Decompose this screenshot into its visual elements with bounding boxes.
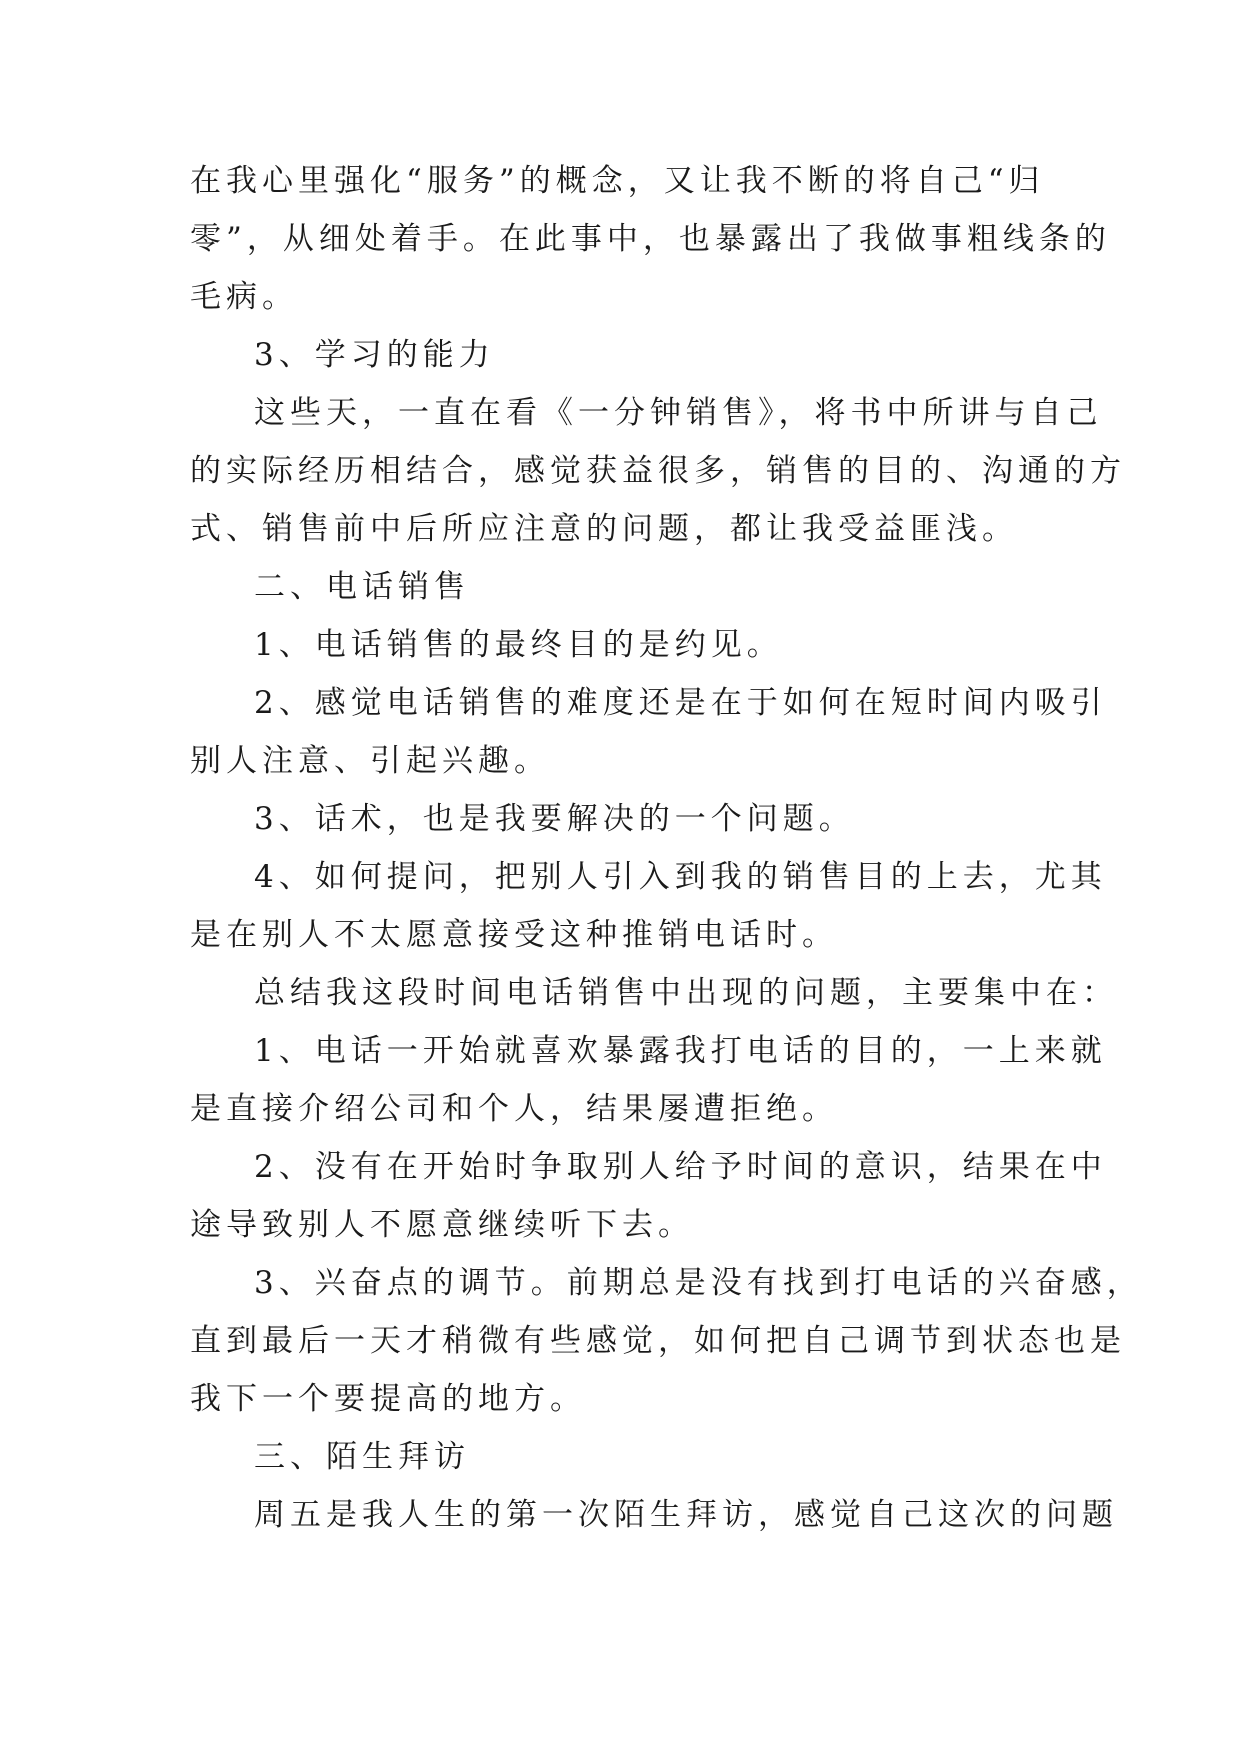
text-line: 3、话术，也是我要解决的一个问题。 [254, 801, 855, 837]
section-heading: 三、陌生拜访 [254, 1439, 470, 1475]
text-line: 1、电话销售的最终目的是约见。 [254, 627, 783, 663]
text-line: 2、感觉电话销售的难度还是在于如何在短时间内吸引 [254, 685, 1107, 721]
text-line: 直到最后一天才稍微有些感觉，如何把自己调节到状态也是 [190, 1323, 1126, 1359]
text-line: 总结我这段时间电话销售中出现的问题，主要集中在： [254, 975, 1118, 1011]
text-line: 是在别人不太愿意接受这种推销电话时。 [190, 917, 838, 953]
text-line: 4、如何提问，把别人引入到我的销售目的上去，尤其 [254, 859, 1107, 895]
text-line: 零”，从细处着手。在此事中，也暴露出了我做事粗线条的 [190, 221, 1111, 257]
text-line: 2、没有在开始时争取别人给予时间的意识，结果在中 [254, 1149, 1107, 1185]
text-line: 毛病。 [190, 279, 298, 315]
text-line: 别人注意、引起兴趣。 [190, 743, 550, 779]
section-heading: 二、电话销售 [254, 569, 470, 605]
text-line: 式、销售前中后所应注意的问题，都让我受益匪浅。 [190, 511, 1018, 547]
text-line: 是直接介绍公司和个人，结果屡遭拒绝。 [190, 1091, 838, 1127]
text-line: 3、兴奋点的调节。前期总是没有找到打电话的兴奋感， [254, 1265, 1143, 1301]
section-heading: 3、学习的能力 [254, 337, 495, 373]
text-line: 1、电话一开始就喜欢暴露我打电话的目的，一上来就 [254, 1033, 1107, 1069]
text-line: 这些天，一直在看《一分钟销售》，将书中所讲与自己 [254, 395, 1103, 431]
text-line: 途导致别人不愿意继续听下去。 [190, 1207, 694, 1243]
text-line: 周五是我人生的第一次陌生拜访，感觉自己这次的问题 [254, 1497, 1118, 1533]
text-line: 的实际经历相结合，感觉获益很多，销售的目的、沟通的方 [190, 453, 1126, 489]
text-line: 在我心里强化“服务”的概念，又让我不断的将自己“归 [190, 163, 1045, 199]
text-line: 我下一个要提高的地方。 [190, 1381, 586, 1417]
